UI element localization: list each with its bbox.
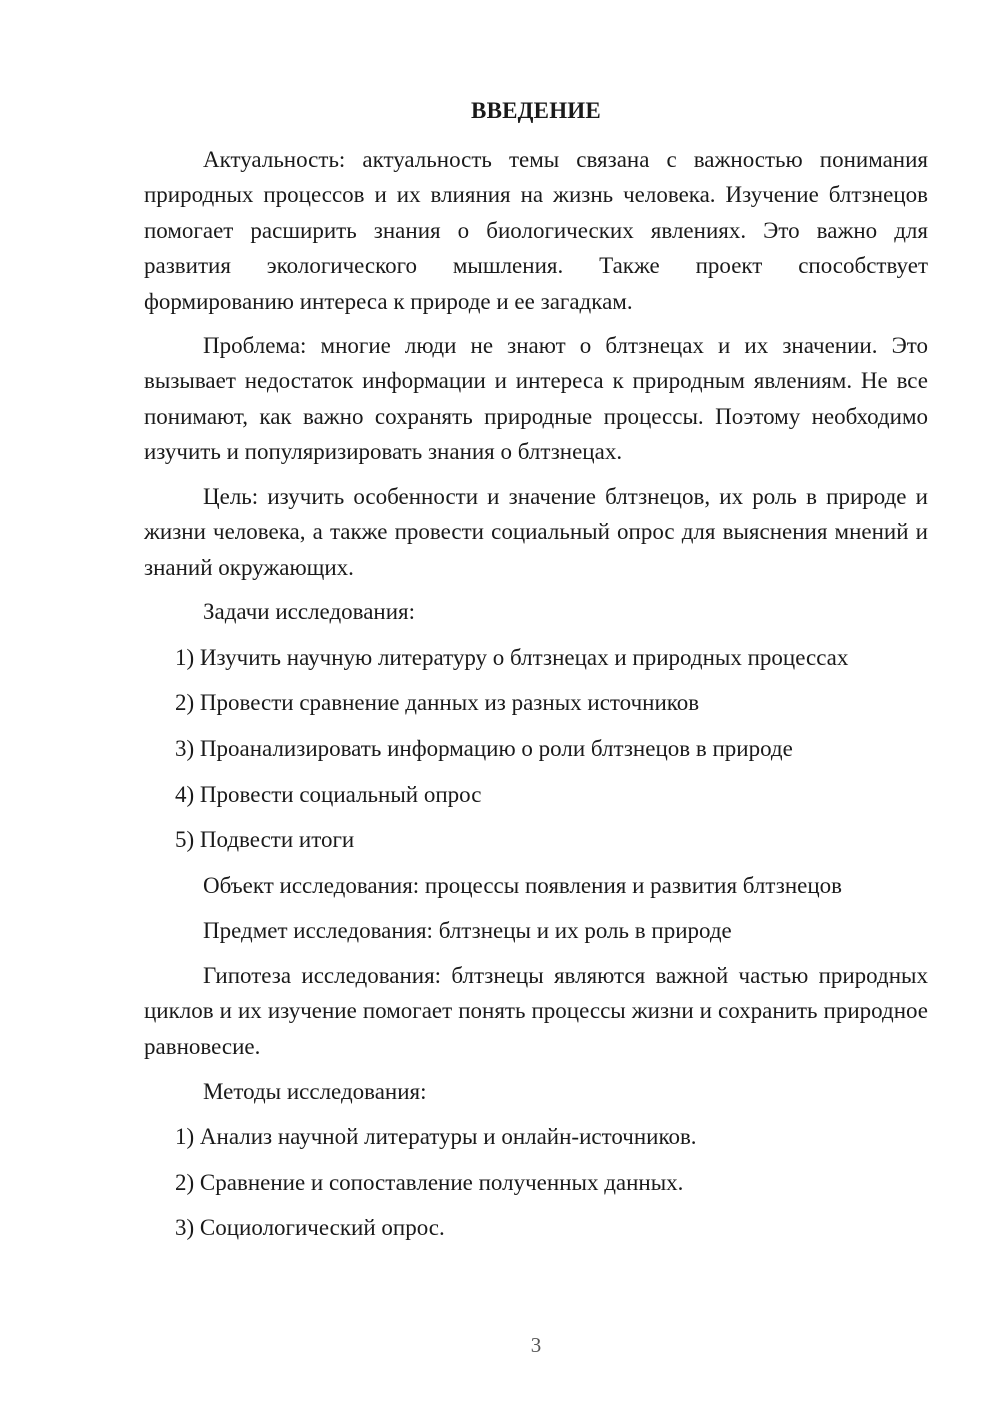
relevance-paragraph: Актуальность: актуальность темы связана с важностью понимания природных процессов и их влияния на жизнь человека. Изучение блтзнецов помогает расширить знания о биологических явлениях. Это важно для развития экологического мышления. Также проект способствует формированию интереса к природе и ее загадкам. bbox=[144, 147, 928, 314]
method-item: 2) Сравнение и сопоставление полученных данных. bbox=[175, 1170, 684, 1195]
tasks-heading: Задачи исследования: bbox=[203, 599, 416, 624]
task-item: 4) Провести социальный опрос bbox=[175, 782, 482, 807]
task-item: 5) Подвести итоги bbox=[175, 827, 355, 852]
task-item: 1) Изучить научную литературу о блтзнецах и природных процессах bbox=[175, 645, 849, 670]
page-number: 3 bbox=[530, 1333, 542, 1357]
object-line: Объект исследования: процессы появления и развития блтзнецов bbox=[203, 873, 843, 898]
hypothesis-paragraph: Гипотеза исследования: блтзнецы являются важной частью природных циклов и их изучение помогает понять процессы жизни и сохранить природное равновесие. bbox=[144, 963, 928, 1059]
task-item: 3) Проанализировать информацию о роли блтзнецов в природе bbox=[175, 736, 793, 761]
task-item: 2) Провести сравнение данных из разных источников bbox=[175, 690, 700, 715]
methods-heading: Методы исследования: bbox=[203, 1079, 427, 1104]
section-title: ВВЕДЕНИЕ bbox=[471, 98, 601, 123]
goal-paragraph: Цель: изучить особенности и значение блтзнецов, их роль в природе и жизни человека, а также провести социальный опрос для выяснения мнений и знаний окружающих. bbox=[144, 484, 928, 580]
method-item: 3) Социологический опрос. bbox=[175, 1215, 445, 1240]
subject-line: Предмет исследования: блтзнецы и их роль в природе bbox=[203, 918, 732, 943]
problem-paragraph: Проблема: многие люди не знают о блтзнецах и их значении. Это вызывает недостаток информации и интереса к природным явлениям. Не все понимают, как важно сохранять природные процессы. Поэтому необходимо изучить и популяризировать знания о блтзнецах. bbox=[144, 333, 928, 465]
method-item: 1) Анализ научной литературы и онлайн-источников. bbox=[175, 1124, 697, 1149]
